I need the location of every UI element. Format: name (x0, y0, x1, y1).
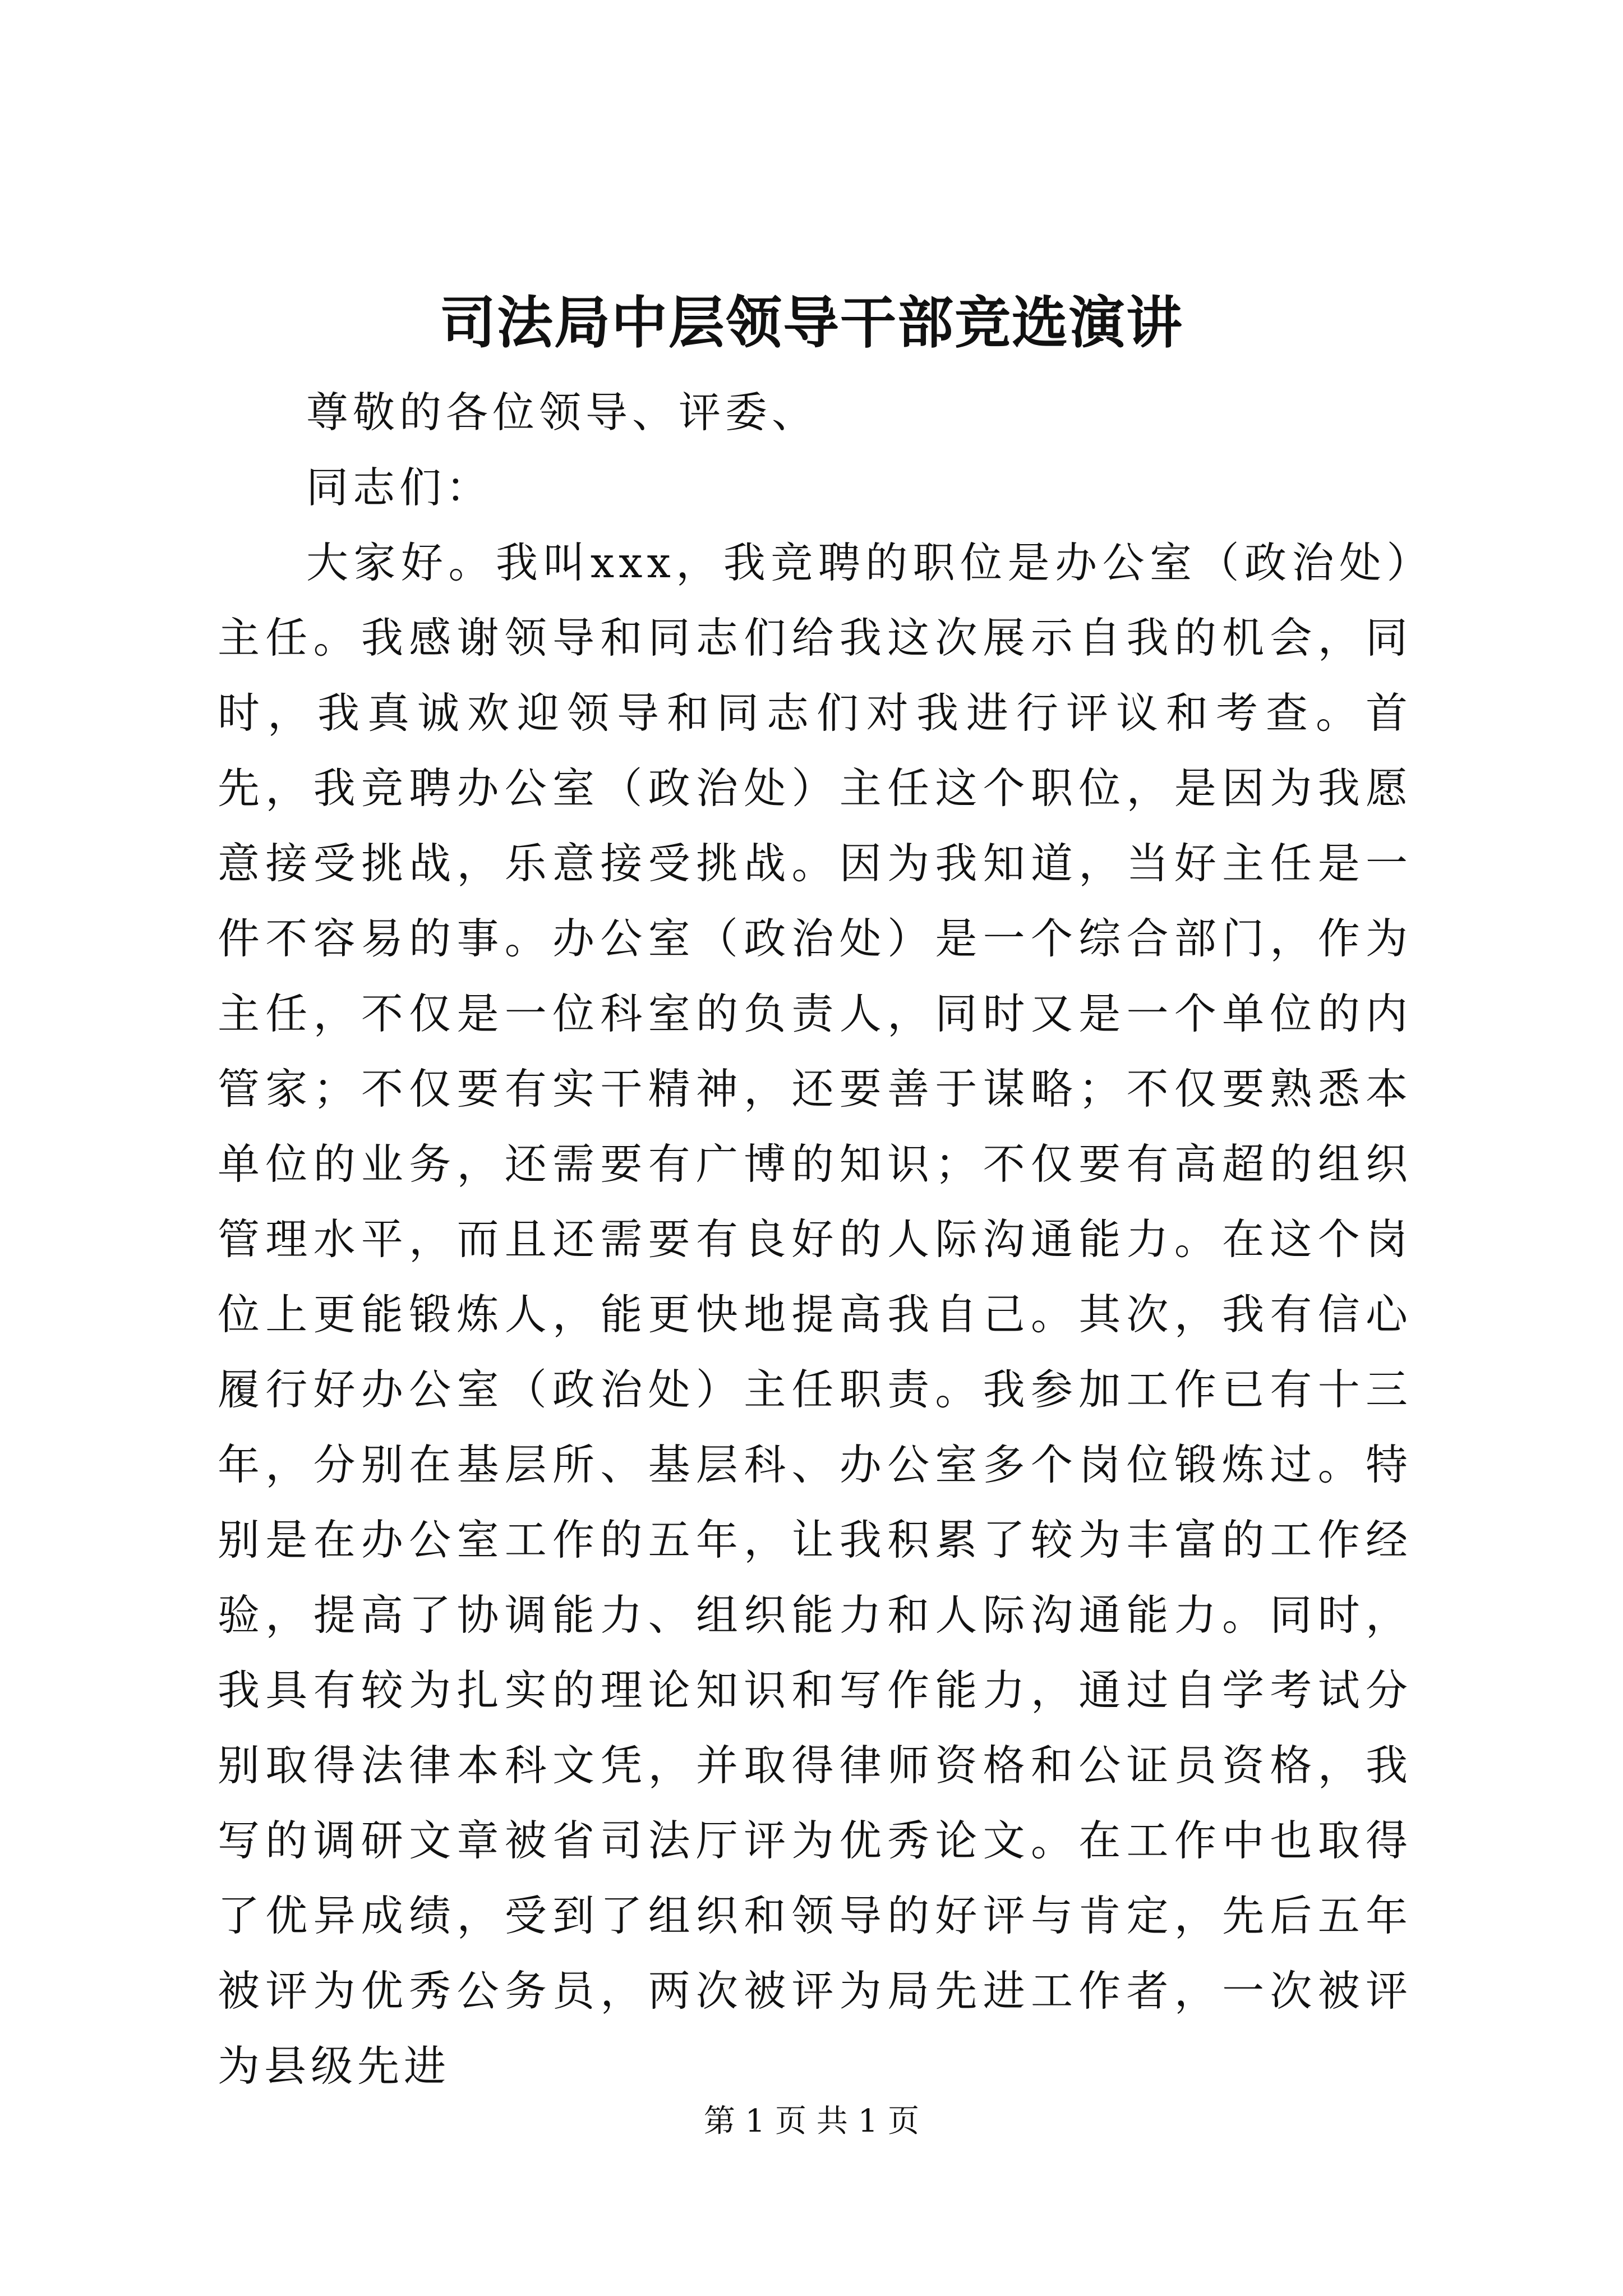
body-paragraph: 大家好。我叫xxx，我竞聘的职位是办公室（政治处）主任。我感谢领导和同志们给我这次展示自我的机会，同时，我真诚欢迎领导和同志们对我进行评议和考查。首先，我竞聘办公室（政治处）主任这个职位，是因为我愿意接受挑战，乐意接受挑战。因为我知道，当好主任是一件不容易的事。办公室（政治处）是一个综合部门，作为主任，不仅是一位科室的负责人，同时又是一个单位的内管家；不仅要有实干精神，还要善于谋略；不仅要熟悉本单位的业务，还需要有广博的知识；不仅要有高超的组织管理水平，而且还需要有良好的人际沟通能力。在这个岗位上更能锻炼人，能更快地提高我自己。其次，我有信心履行好办公室（政治处）主任职责。我参加工作已有十三年，分别在基层所、基层科、办公室多个岗位锻炼过。特别是在办公室工作的五年，让我积累了较为丰富的工作经验，提高了协调能力、组织能力和人际沟通能力。同时，我具有较为扎实的理论知识和写作能力，通过自学考试分别取得法律本科文凭，并取得律师资格和公证员资格，我写的调研文章被省司法厅评为优秀论文。在工作中也取得了优异成绩，受到了组织和领导的好评与肯定，先后五年被评为优秀公务员，两次被评为局先进工作者，一次被评为县级先进 (218, 538, 1412, 2091)
salutation-line-1: 尊敬的各位领导、评委、 (306, 388, 819, 437)
page-footer (0, 2099, 1623, 2144)
document-body (218, 375, 1412, 2104)
page-number: 第 1 页 共 1 页 (703, 2103, 920, 2139)
salutation-line-2: 同志们： (306, 463, 493, 512)
document-title: 司法局中层领导干部竞选演讲 (440, 289, 1183, 356)
